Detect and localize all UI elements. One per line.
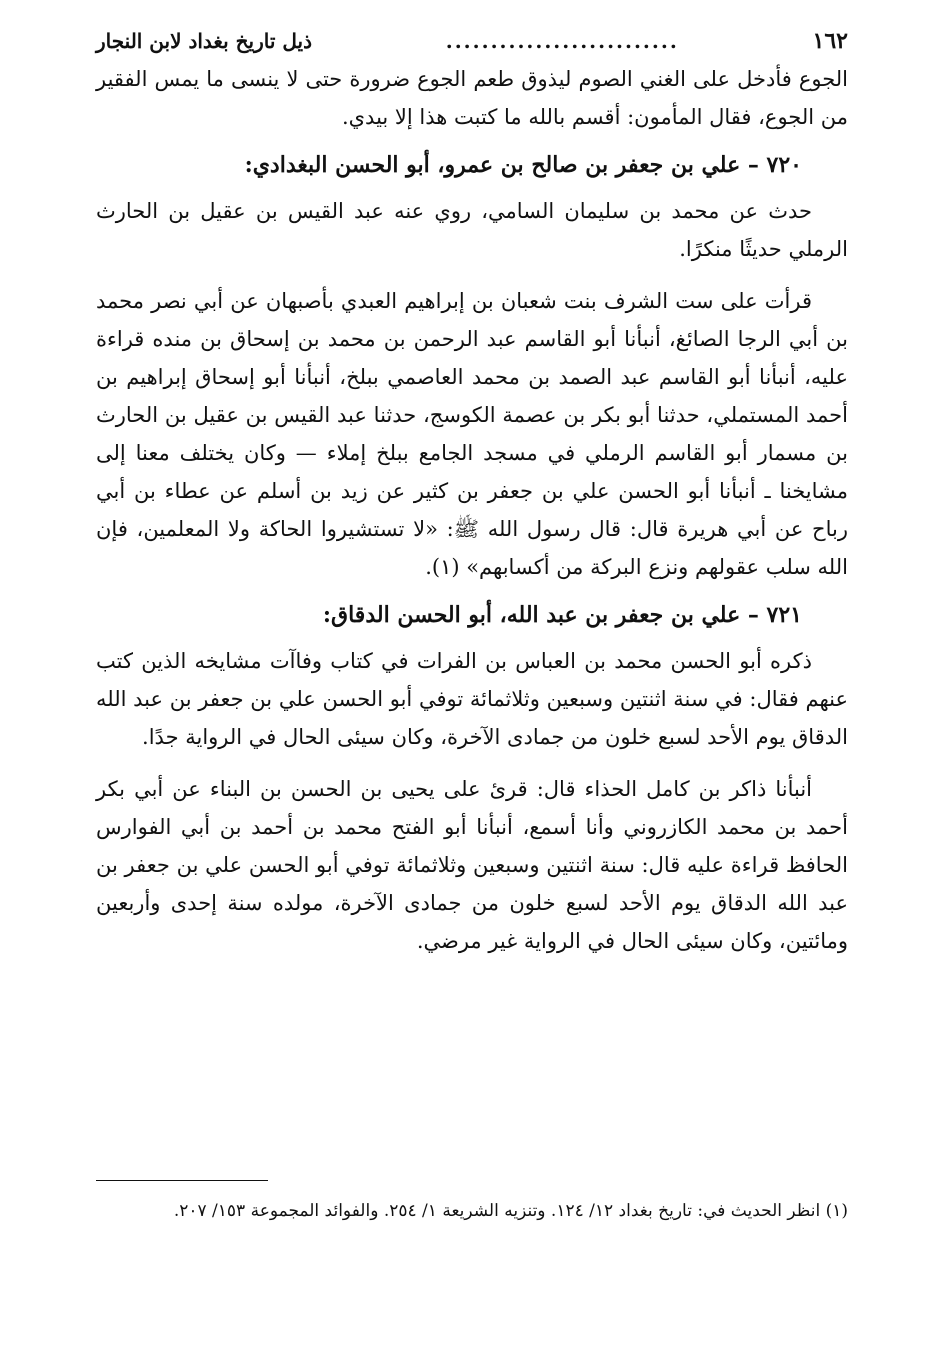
entry-721-paragraph-1: ذكره أبو الحسن محمد بن العباس بن الفرات في كتاب وفاآت مشايخه الذين كتب عنهم فقال: في سنة اثنتين وسبعين وثلاثمائة توفي أبو الحسن علي بن جعفر بن عبد الله الدقاق يوم الأحد لسبع خلون من جمادى الآخرة، وكان سيئى الحال في الرواية جدًا. — [96, 649, 848, 749]
page-number: ١٦٢ — [812, 28, 848, 54]
entry-721-paragraph-2: أنبأنا ذاكر بن كامل الحذاء قال: قرئ على يحيى بن الحسن بن البناء عن أبي بكر أحمد بن محمد الكازروني وأنا أسمع، أنبأنا أبو الفتح محمد بن أحمد بن أبي الفوارس الحافظ قراءة عليه قال: سنة اثنتين وسبعين وثلاثمائة توفي أبو الحسن علي بن جعفر بن عبد الله الدقاق يوم الأحد لسبع خلون من جمادى الآخرة، مولده سنة إحدى وأربعين ومائتين، وكان سيئى الحال في الرواية غير مرضي. — [96, 777, 848, 953]
footnote-divider — [96, 1180, 268, 1181]
book-title: ذيل تاريخ بغداد لابن النجار — [96, 29, 312, 53]
entry-heading-721: ٧٢١ – علي بن جعفر بن عبد الله، أبو الحسن الدقاق: — [322, 602, 802, 628]
header-dot-leader: .......................... — [445, 29, 679, 53]
entry-720-paragraph-2: قرأت على ست الشرف بنت شعبان بن إبراهيم العبدي بأصبهان عن أبي نصر محمد بن أبي الرجا الصائغ، أنبأنا أبو القاسم عبد الرحمن بن محمد بن إسحاق بن منده قراءة عليه، أنبأنا أبو القاسم عبد الصمد بن محمد العاصمي ببلخ، أنبأنا أبو إسحاق إبراهيم بن أحمد المستملي، حدثنا أبو بكر بن عصمة الكوسج، حدثنا عبد القيس بن عقيل بن الحارث بن مسمار أبو القاسم الرملي في مسجد الجامع ببلخ إملاء — وكان يختلف معنا إلى مشايخنا ـ أنبأنا أبو الحسن علي بن جعفر بن كثير عن زيد بن أسلم عن عطاء بن أبي رباح عن أبي هريرة قال: قال رسول الله ﷺ: «لا تستشيروا الحاكة ولا المعلمين، فإن الله سلب عقولهم ونزع البركة من أكسابهم» (١). — [96, 289, 848, 579]
continuation-paragraph: الجوع فأدخل على الغني الصوم ليذوق طعم الجوع ضرورة حتى لا ينسى ما يمس الفقير من الجوع، فقال المأمون: أقسم بالله ما كتبت هذا إلا بيدي. — [96, 67, 848, 129]
page-body — [96, 26, 848, 960]
footnote: (١) انظر الحديث في: تاريخ بغداد ١٢/ ١٢٤. وتنزيه الشريعة ١/ ٢٥٤. والفوائد المجموعة ١٥٣/ ٢٠٧. — [173, 1201, 848, 1221]
entry-heading-720: ٧٢٠ – علي بن جعفر بن صالح بن عمرو، أبو الحسن البغدادي: — [244, 152, 802, 178]
entry-720-paragraph-1: حدث عن محمد بن سليمان السامي، روي عنه عبد القيس بن عقيل بن الحارث الرملي حديثًا منكرًا. — [96, 199, 848, 261]
running-header — [96, 26, 848, 60]
